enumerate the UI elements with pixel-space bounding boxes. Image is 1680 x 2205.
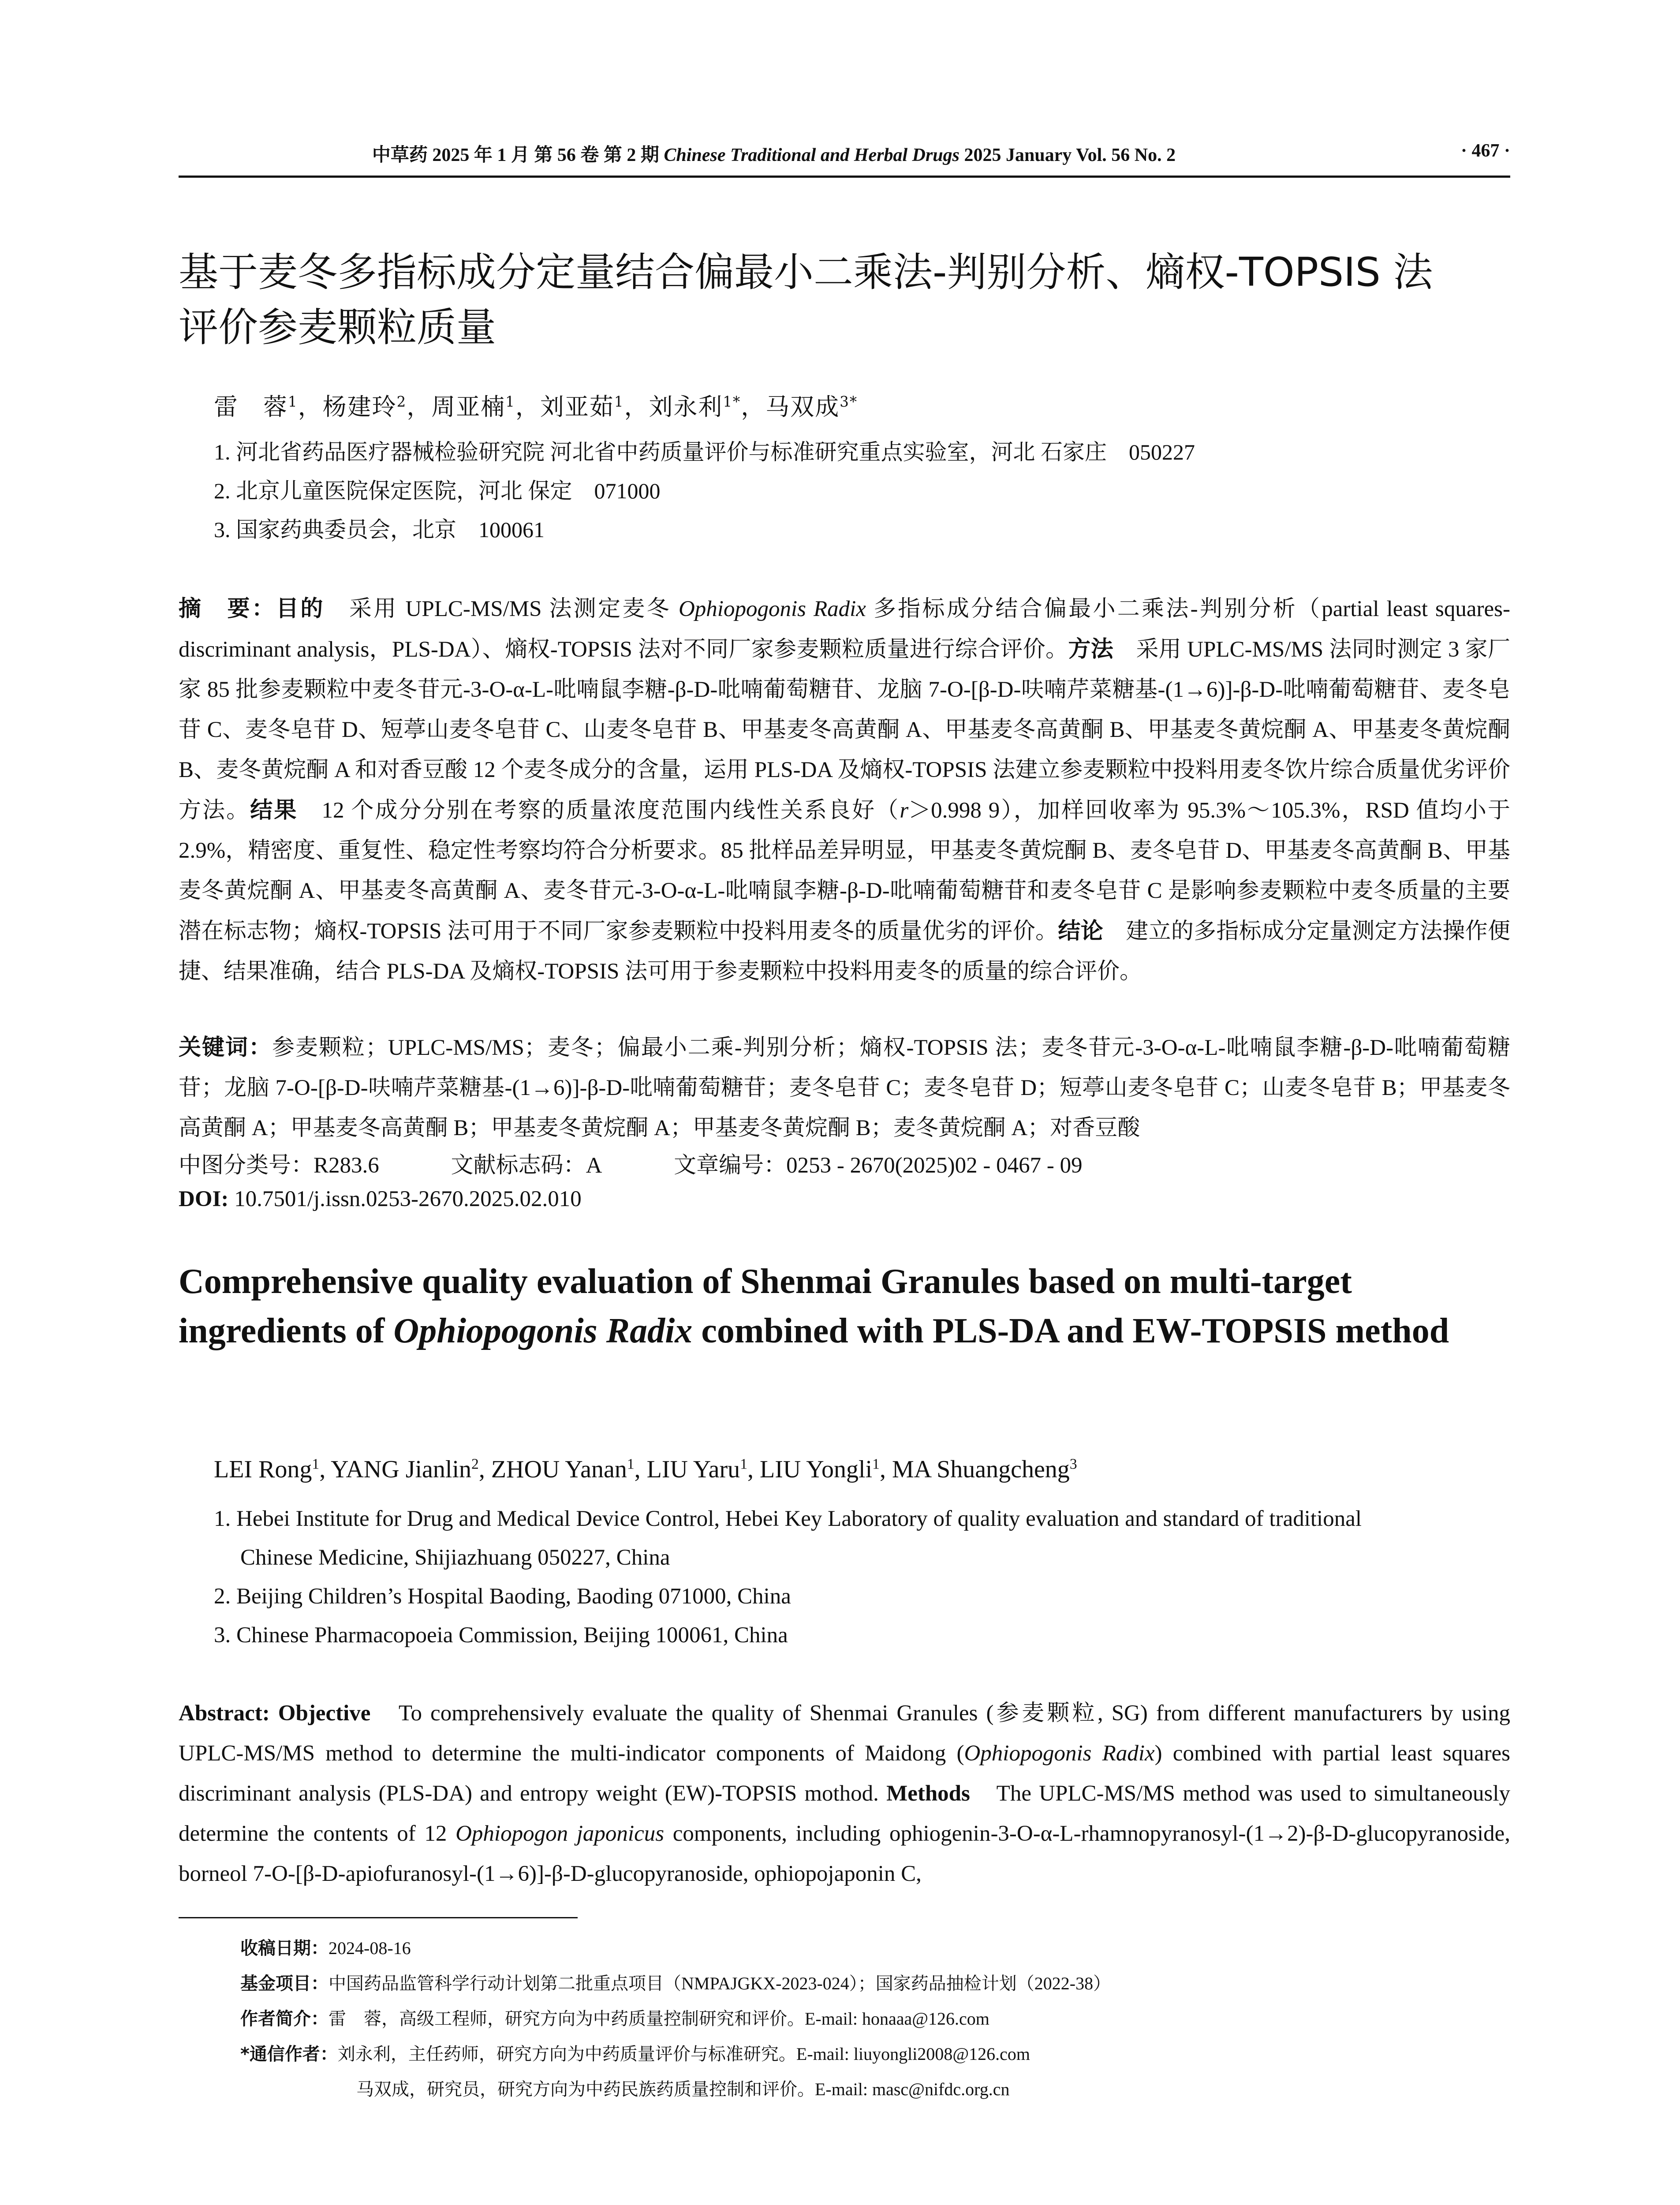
- page-number: · 467 ·: [1460, 141, 1510, 161]
- author-sup: 1*: [723, 393, 741, 410]
- doi: [179, 1186, 582, 1212]
- bio-text: 雷 蓉，高级工程师，研究方向为中药质量控制研究和评价。E-mail: honaaa@126.com: [329, 2009, 989, 2029]
- journal-name-en: Chinese Traditional and Herbal Drugs: [664, 145, 960, 165]
- author-sep: ，: [298, 393, 323, 421]
- title-cn: [179, 245, 1510, 355]
- author-sup-en: 1: [872, 1456, 880, 1472]
- objective-text: 采用 UPLC-MS/MS 法测定麦冬: [325, 597, 679, 621]
- author-sep-en: ,: [879, 1456, 892, 1483]
- corr-text-1: 刘永利，主任药师，研究方向为中药质量评价与标准研究。E-mail: liuyongli2008@126.com: [337, 2044, 1030, 2064]
- author-sep: ，: [407, 393, 432, 421]
- author-sup: 2: [396, 393, 407, 410]
- author-sep-en: ,: [747, 1456, 760, 1483]
- footnote-received: [240, 1937, 411, 1959]
- footnote-corresponding-2: 马双成，研究员，研究方向为中药民族药质量控制和评价。E-mail: masc@nifdc.org.cn: [356, 2079, 1010, 2099]
- results-text-cont: ＞0.998 9），加样回收率为 95.3%～105.3%，RSD 值均小于 2.9%，精密度、重复性、稳定性考察均符合分析要求。85 批样品差异明显，甲基麦冬黄烷酮 B、麦冬皂苷 D、甲基麦冬高黄酮 B、甲基麦冬黄烷酮 A、甲基麦冬高黄酮 A、麦冬苷元-3-O-α-L-吡喃鼠李糖-β-D-吡喃葡萄糖苷和麦冬皂苷 C 是影响参麦颗粒中麦冬质量的主要潜在标志物；熵权-TOPSIS 法可用于不同厂家参麦颗粒中投料用麦冬的质量优劣的评价。: [179, 798, 1510, 944]
- abstract-cn: [179, 589, 1510, 992]
- affiliation-cn-2: 2. 北京儿童医院保定医院，河北 保定 071000: [214, 478, 661, 503]
- abstract-en: [179, 1693, 1510, 1894]
- author-sep: ，: [741, 393, 766, 421]
- author-sup: 3*: [840, 393, 858, 410]
- author-name-en: YANG Jianlin: [331, 1456, 472, 1483]
- author-name-en: LIU Yaru: [646, 1456, 740, 1483]
- journal-info: [179, 140, 1369, 167]
- author-name: 雷 蓉: [214, 393, 288, 421]
- doc-label: 文献标志码：: [451, 1152, 586, 1178]
- author-sep-en: ,: [319, 1456, 331, 1483]
- author-sup: 1: [614, 393, 624, 410]
- running-header: [179, 140, 1510, 171]
- title-cn-line-1: 基于麦冬多指标成分定量结合偏最小二乘法-判别分析、熵权-TOPSIS 法: [179, 249, 1433, 295]
- authors-en: [214, 1455, 1077, 1484]
- author-sup-en: 3: [1069, 1456, 1077, 1472]
- author-name: 杨建玲: [322, 393, 397, 421]
- author-name-en: ZHOU Yanan: [491, 1456, 627, 1483]
- author-sup: 1: [505, 393, 515, 410]
- corr-label: *通信作者：: [240, 2044, 338, 2064]
- fund-label: 基金项目：: [240, 1973, 329, 1994]
- author-name: 马双成: [765, 393, 840, 421]
- methods-en-label: Methods: [886, 1781, 970, 1806]
- issue-cn: 2025 年 1 月 第 56 卷 第 2 期: [432, 145, 659, 165]
- author-name-en: LEI Rong: [214, 1456, 312, 1483]
- journal-name-cn: 中草药: [372, 144, 428, 165]
- author-name: 周亚楠: [431, 393, 506, 421]
- objective-en-text: To comprehensively evaluate the quality of Shenmai Granules (参麦颗粒, SG) from different manufacturers by using UPLC-MS/MS method to determine the multi-indicator components of Maidong (: [179, 1701, 1510, 1766]
- article-number: [674, 1153, 1082, 1178]
- footnote-fund: [240, 1973, 1111, 1995]
- footnote-rule: [179, 1917, 578, 1918]
- conclusion-label: 结论: [1058, 918, 1104, 944]
- author-name-en: LIU Yongli: [759, 1456, 873, 1483]
- doi-value[interactable]: 10.7501/j.issn.0253-2670.2025.02.010: [234, 1187, 582, 1211]
- author-name-en: MA Shuangcheng: [892, 1456, 1070, 1483]
- issue-en: 2025 January Vol. 56 No. 2: [964, 145, 1176, 165]
- author-sup: 1: [288, 393, 298, 410]
- abstract-label: 摘 要：: [179, 596, 276, 622]
- affiliation-cn-1: 1. 河北省药品医疗器械检验研究院 河北省中药质量评价与标准研究重点实验室，河北 石家庄 050227: [214, 440, 1195, 464]
- author-name: 刘亚茹: [540, 393, 614, 421]
- affiliation-en-2: 2. Beijing Children’s Hospital Baoding, Baoding 071000, China: [214, 1584, 791, 1609]
- doc-code: [451, 1153, 602, 1178]
- abstract-en-label: Abstract: Objective: [179, 1701, 371, 1726]
- author-sep-en: ,: [478, 1456, 491, 1483]
- conclusion-text: 建立的多指标成分定量测定方法操作便捷、结果准确，结合 PLS-DA 及熵权-TOPSIS 法可用于参麦颗粒中投料用麦冬的质量的综合评价。: [179, 919, 1510, 984]
- keywords-label: 关键词：: [179, 1035, 272, 1061]
- results-label: 结果: [250, 797, 298, 823]
- received-label: 收稿日期：: [240, 1938, 329, 1958]
- results-text: 12 个成分分别在考察的质量浓度范围内线性关系良好（: [298, 798, 900, 823]
- clc-number: [179, 1153, 379, 1178]
- classification: [179, 1147, 1149, 1179]
- affiliation-cn-3: 3. 国家药典委员会，北京 100061: [214, 517, 545, 542]
- footnote-corresponding: [240, 2043, 1030, 2065]
- objective-label: 目的: [276, 596, 325, 622]
- r-symbol: r: [900, 798, 909, 823]
- clc-label: 中图分类号：: [179, 1152, 314, 1178]
- title-en-latin: Ophiopogonis Radix: [393, 1312, 693, 1350]
- clc-value: R283.6: [314, 1153, 379, 1178]
- methods-en-text: The UPLC-MS/MS method was used to simultaneously determine the contents of 12: [179, 1781, 1510, 1846]
- affiliations-en: [214, 1499, 1515, 1655]
- bio-label: 作者简介：: [240, 2009, 329, 2029]
- title-en-text-cont: combined with PLS-DA and EW-TOPSIS method: [692, 1312, 1449, 1350]
- author-sup-en: 1: [627, 1456, 635, 1472]
- affiliation-en-1: 1. Hebei Institute for Drug and Medical Device Control, Hebei Key Laboratory of quality evaluation and standard of traditional: [214, 1506, 1362, 1531]
- latin-name: Ophiopogonis Radix: [678, 597, 866, 621]
- art-value: 0253 - 2670(2025)02 - 0467 - 09: [786, 1153, 1083, 1178]
- author-sup-en: 2: [471, 1456, 479, 1472]
- fund-text: 中国药品监管科学行动计划第二批重点项目（NMPAJGKX-2023-024）；国家药品抽检计划（2022-38）: [329, 1973, 1111, 1993]
- species-name: Ophiopogon japonicus: [455, 1821, 665, 1846]
- affiliation-en-1-cont: Chinese Medicine, Shijiazhuang 050227, China: [240, 1545, 670, 1570]
- author-name: 刘永利: [649, 393, 723, 421]
- author-sup-en: 1: [312, 1456, 320, 1472]
- latin-name-en: Ophiopogonis Radix: [964, 1741, 1155, 1766]
- objective-text-cont: 多指标成分结合偏最小二乘法-判别分析（partial least squares-discriminant analysis，PLS-DA）、熵权-TOPSIS 法对不同厂家参麦颗粒质量进行综合评价。: [179, 597, 1510, 662]
- authors-cn: [214, 388, 858, 422]
- art-label: 文章编号：: [674, 1152, 787, 1178]
- author-sup-en: 1: [740, 1456, 747, 1472]
- keywords-cn: [179, 1028, 1510, 1148]
- objective-en-text-cont: ) combined with partial least squares discriminant analysis (PLS-DA) and entropy weight (EW)-TOPSIS mothod.: [179, 1741, 1511, 1806]
- methods-text: 采用 UPLC-MS/MS 法同时测定 3 家厂家 85 批参麦颗粒中麦冬苷元-3-O-α-L-吡喃鼠李糖-β-D-吡喃葡萄糖苷、龙脑 7-O-[β-D-呋喃芹菜糖基-(1→6)]-β-D-吡喃葡萄糖苷、麦冬皂苷 C、麦冬皂苷 D、短葶山麦冬皂苷 C、山麦冬皂苷 B、甲基麦冬高黄酮 A、甲基麦冬高黄酮 B、甲基麦冬黄烷酮 A、甲基麦冬黄烷酮 B、麦冬黄烷酮 A 和对香豆酸 12 个麦冬成分的含量，运用 PLS-DA 及熵权-TOPSIS 法建立参麦颗粒中投料用麦冬饮片综合质量优劣评价方法。: [179, 637, 1510, 823]
- doc-value: A: [586, 1153, 602, 1178]
- author-sep-en: ,: [634, 1456, 647, 1483]
- received-date: 2024-08-16: [329, 1938, 411, 1958]
- title-en: [179, 1257, 1510, 1356]
- doi-label: DOI:: [179, 1187, 229, 1211]
- title-en-text: Comprehensive quality evaluation of Shenmai Granules based on multi-target ingredients of: [179, 1262, 1352, 1350]
- keywords-text: 参麦颗粒；UPLC-MS/MS；麦冬；偏最小二乘-判别分析；熵权-TOPSIS 法；麦冬苷元-3-O-α-L-吡喃鼠李糖-β-D-吡喃葡萄糖苷；龙脑 7-O-[β-D-呋喃芹菜糖基-(1→6)]-β-D-吡喃葡萄糖苷；麦冬皂苷 C；麦冬皂苷 D；短葶山麦冬皂苷 C；山麦冬皂苷 B；甲基麦冬高黄酮 A；甲基麦冬高黄酮 B；甲基麦冬黄烷酮 A；甲基麦冬黄烷酮 B；麦冬黄烷酮 A；对香豆酸: [179, 1035, 1510, 1140]
- header-rule: [179, 176, 1510, 178]
- methods-label: 方法: [1068, 636, 1114, 662]
- author-sep: ，: [515, 393, 540, 421]
- title-cn-line-2: 评价参麦颗粒质量: [179, 304, 496, 351]
- footnote-bio: [240, 2008, 989, 2030]
- author-sep: ，: [624, 393, 649, 421]
- affiliation-en-3: 3. Chinese Pharmacopoeia Commission, Beijing 100061, China: [214, 1623, 788, 1648]
- methods-en-text-cont: components, including ophiogenin-3-O-α-L-rhamnopyranosyl-(1→2)-β-D-glucopyranoside, borneol 7-O-[β-D-apiofuranosyl-(1→6)]-β-D-glucopyranoside, ophiopojaponin C,: [179, 1821, 1511, 1886]
